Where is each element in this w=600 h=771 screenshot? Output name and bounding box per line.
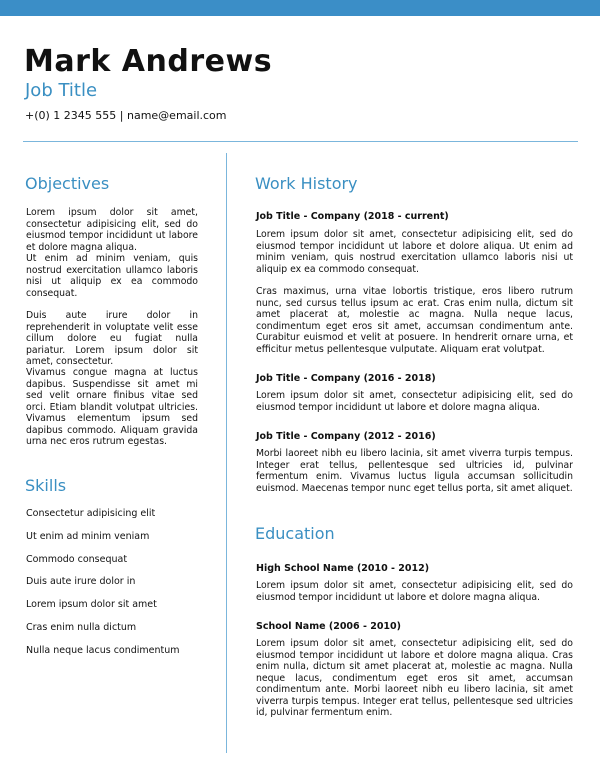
education-heading: Education — [255, 524, 335, 543]
education-entry-text: Lorem ipsum dolor sit amet, consectetur adipisicing elit, sed do eiusmod tempor incididunt ut labore et dolore magna aliqua. — [256, 580, 573, 603]
education-entry-text: Lorem ipsum dolor sit amet, consectetur adipisicing elit, sed do eiusmod tempor incididunt ut labore et dolore magna aliqua. Cras enim nulla, dictum sit amet placerat at, molestie ac magna. Nulla neque lacus, condimentum eget eros sit amet, accumsan condimentum ante. Morbi laoreet nibh eu libero lacinia, sit amet viverra turpis tempus. Integer erat tellus, pellentesque sed ultricies id, pulvinar fermentum enim. — [256, 638, 573, 718]
contact-info: +(0) 1 2345 555 | name@email.com — [25, 109, 227, 122]
job-entry-title: Job Title - Company (2012 - 2016) — [256, 431, 436, 442]
skill-item: Nulla neque lacus condimentum — [26, 644, 180, 656]
objectives-heading: Objectives — [25, 174, 110, 193]
job-title: Job Title — [25, 80, 98, 101]
objectives-paragraph: Duis aute irure dolor in reprehenderit in voluptate velit esse cillum dolore eu fugiat nulla pariatur. Lorem ipsum dolor sit amet, consectetur. — [26, 310, 198, 367]
skill-item: Lorem ipsum dolor sit amet — [26, 599, 157, 611]
education-entry-title: School Name (2006 - 2010) — [256, 621, 401, 632]
job-entry-title: Job Title - Company (2018 - current) — [256, 211, 449, 222]
candidate-name: Mark Andrews — [24, 44, 273, 79]
education-entry-title: High School Name (2010 - 2012) — [256, 563, 430, 574]
objectives-paragraph: Lorem ipsum dolor sit amet, consectetur adipisicing elit, sed do eiusmod tempor incididunt ut labore et dolore magna aliqua. Ut enim ad minim veniam, quis nostrud exercitation ullamco laboris nisi ut aliquip ex ea commodo consequat. — [26, 207, 198, 299]
job-entry-paragraph: Lorem ipsum dolor sit amet, consectetur adipisicing elit, sed do eiusmod tempor incididunt ut labore et dolore magna aliqua. — [256, 390, 573, 413]
skill-item: Commodo consequat — [26, 553, 128, 565]
job-entry-paragraph: Lorem ipsum dolor sit amet, consectetur adipisicing elit, sed do eiusmod tempor incididunt ut labore et dolore aliqua. Ut enim ad minim veniam, quis nostrud exercitation ullamco laboris nisi ut aliquip ex ea commodo consequat. — [256, 229, 573, 275]
header-divider — [23, 141, 578, 142]
column-divider — [226, 153, 227, 753]
job-entry-paragraph: Morbi laoreet nibh eu libero lacinia, sit amet viverra turpis tempus. Integer erat tellus, pellentesque sed ultricies id, pulvinar fermentum enim. Vivamus luctus ligula accumsan sollicitudin euismod. Maecenas tempor nunc eget tellus porta, sit amet aliquet. — [256, 448, 573, 494]
skill-item: Duis aute irure dolor in — [26, 576, 136, 588]
job-entry-title: Job Title - Company (2016 - 2018) — [256, 373, 436, 384]
skill-item: Ut enim ad minim veniam — [26, 530, 150, 542]
skill-item: Cras enim nulla dictum — [26, 621, 137, 633]
objectives-paragraph: Vivamus congue magna at luctus dapibus. Suspendisse sit amet mi sed velit ornare finibus vitae sed orci. Etiam blandit volutpat ultricies. Vivamus elementum ipsum sed dapibus commodo. Aliquam gravida urna nec eros rutrum egestas. — [26, 367, 198, 447]
job-entry-paragraph: Cras maximus, urna vitae lobortis tristique, eros libero rutrum nunc, sed cursus tellus ipsum ac erat. Cras enim nulla, dictum sit amet placerat at, molestie ac magna. Nulla neque lacus, condimentum eget eros sit amet, accumsan condimentum ante. Curabitur euismod et velit at posuere. In hendrerit ornare urna, et efficitur metus pellentesque vulputate. Aliquam erat volutpat. — [256, 286, 573, 355]
top-accent-bar — [0, 0, 600, 16]
work-history-heading: Work History — [255, 174, 358, 193]
skills-heading: Skills — [25, 476, 67, 495]
skill-item: Consectetur adipisicing elit — [26, 508, 156, 519]
skills-list — [26, 508, 180, 668]
